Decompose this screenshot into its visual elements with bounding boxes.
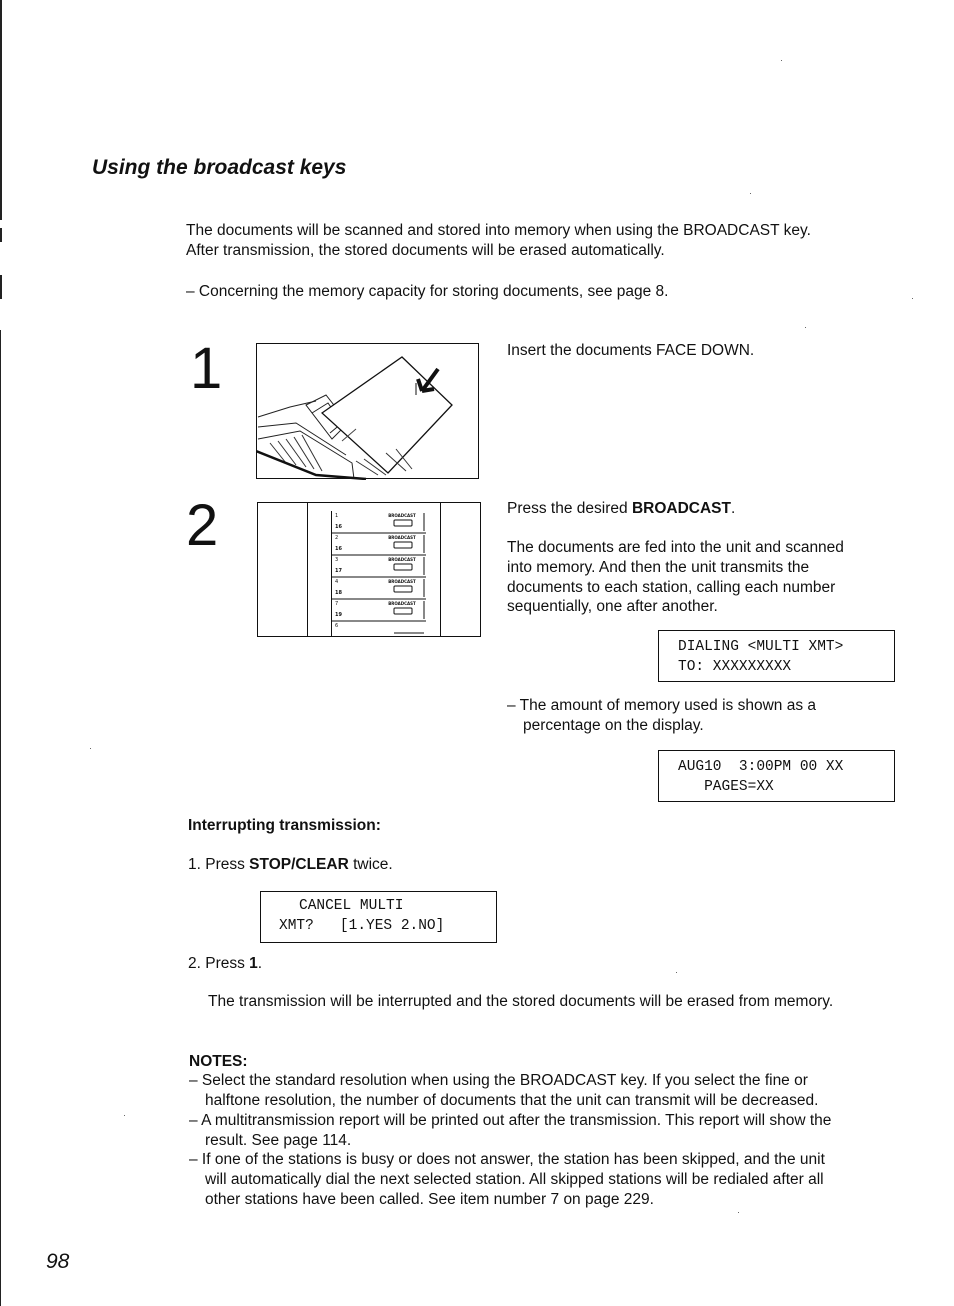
lcd-memory-line-2: PAGES=XX (678, 779, 774, 795)
broadcast-keys (332, 511, 426, 636)
step-2-heading-suffix: . (730, 500, 736, 517)
key-number-bottom: 16 (335, 524, 342, 530)
note-3-line-2: will automatically dial the next selected station. All skipped stations will be redialed after all (205, 1171, 824, 1188)
fax-document-illustration (256, 343, 480, 480)
step-2-body-line-3: documents to each station, calling each number (507, 579, 836, 596)
step-2-body-line-2: into memory. And then the unit transmits the (507, 559, 810, 576)
broadcast-key-button[interactable] (394, 520, 412, 526)
interrupting-step-1-prefix: 1. Press (188, 856, 250, 873)
scan-edge-mark (0, 275, 2, 299)
stop-clear-key-name: STOP/CLEAR (249, 856, 349, 873)
key-number-top: 1 (335, 513, 339, 519)
step-2-body-line-4: sequentially, one after another. (507, 598, 718, 615)
page-number: 98 (46, 1250, 70, 1273)
scan-dot (781, 60, 782, 61)
step-1-text: Insert the documents FACE DOWN. (507, 342, 755, 359)
lcd-cancel-line-1: CANCEL MULTI (299, 898, 404, 914)
step-2-body-line-1: The documents are fed into the unit and scanned (507, 539, 844, 556)
broadcast-key-label: BROADCAST (388, 535, 416, 540)
step-2-number: 2 (186, 493, 219, 558)
lcd-dialing-line-1: DIALING <MULTI XMT> (678, 639, 844, 655)
interrupting-heading: Interrupting transmission: (188, 817, 381, 834)
key-number-bottom: 18 (335, 590, 342, 596)
note-1-line-2: halftone resolution, the number of documents that the unit can transmit will be decreased. (205, 1092, 819, 1109)
scan-dot (750, 193, 751, 194)
broadcast-key-button[interactable] (394, 542, 412, 548)
broadcast-key-label: BROADCAST (388, 557, 416, 562)
memory-note-line-1: – The amount of memory used is shown as a (507, 697, 817, 714)
scan-edge-mark (0, 228, 2, 242)
scan-edge-mark (0, 330, 1, 1306)
lcd-cancel-line-2: XMT? [1.YES 2.NO] (279, 918, 445, 934)
section-title: Using the broadcast keys (92, 156, 347, 179)
interrupting-step-1-suffix: twice. (348, 856, 393, 873)
memory-note-line-2: percentage on the display. (523, 717, 704, 734)
key-column (331, 511, 426, 636)
lcd-cancel-display (260, 891, 497, 943)
intro-line-2: After transmission, the stored documents will be erased automatically. (186, 242, 665, 259)
interrupting-step-2-prefix: 2. Press (188, 955, 250, 972)
broadcast-panel-illustration (257, 502, 481, 637)
step-2-heading (507, 499, 735, 519)
key-number-top: 4 (335, 579, 339, 585)
step-1-number: 1 (190, 336, 223, 401)
interrupting-step-2 (188, 954, 262, 974)
interrupting-step-2-suffix: . (257, 955, 263, 972)
note-1-line-1: – Select the standard resolution when using the BROADCAST key. If you select the fine or (189, 1072, 808, 1089)
intro-line-1: The documents will be scanned and stored into memory when using the BROADCAST key. (186, 222, 811, 239)
scan-dot (805, 327, 806, 328)
broadcast-key-button[interactable] (394, 608, 412, 614)
note-2-line-1: – A multitransmission report will be printed out after the transmission. This report will show the (189, 1112, 832, 1129)
notes-heading: NOTES: (189, 1053, 248, 1070)
key-number-top: 7 (335, 601, 339, 607)
note-3-line-1: – If one of the stations is busy or does not answer, the station has been skipped, and the unit (189, 1151, 825, 1168)
scan-dot (912, 298, 913, 299)
intro-note: – Concerning the memory capacity for storing documents, see page 8. (186, 283, 669, 300)
lcd-memory-display (658, 750, 895, 802)
interrupting-step-1 (188, 855, 393, 875)
scan-edge-mark (0, 0, 2, 220)
note-2-line-2: result. See page 114. (205, 1132, 352, 1149)
interrupting-result: The transmission will be interrupted and the stored documents will be erased from memory. (208, 993, 834, 1010)
scan-dot (738, 1212, 739, 1213)
key-number-top: 3 (335, 557, 339, 563)
lcd-memory-line-1: AUG10 3:00PM 00 XX (678, 759, 844, 775)
panel-divider-right (440, 503, 441, 636)
broadcast-key-name: BROADCAST (631, 500, 731, 517)
key-number-bottom: 16 (335, 546, 342, 552)
broadcast-key-label: BROADCAST (388, 601, 416, 606)
key-number-bottom: 19 (335, 612, 342, 618)
note-3-line-3: other stations have been called. See item number 7 on page 229. (205, 1191, 654, 1208)
broadcast-key-button[interactable] (394, 586, 412, 592)
scan-dot (676, 972, 677, 973)
broadcast-key-button[interactable] (394, 564, 412, 570)
key-number-top: 6 (335, 623, 339, 629)
panel-divider-left (307, 503, 308, 636)
key-number-top: 2 (335, 535, 339, 541)
step-2-heading-prefix: Press the desired (507, 500, 632, 517)
one-key-name: 1 (249, 955, 258, 972)
broadcast-key-label: BROADCAST (388, 579, 416, 584)
scan-dot (90, 748, 91, 749)
lcd-dialing-line-2: TO: XXXXXXXXX (678, 659, 792, 675)
scan-dot (124, 1115, 125, 1116)
broadcast-key-label: BROADCAST (388, 513, 416, 518)
lcd-dialing-display (658, 630, 895, 682)
key-number-bottom: 17 (335, 568, 342, 574)
